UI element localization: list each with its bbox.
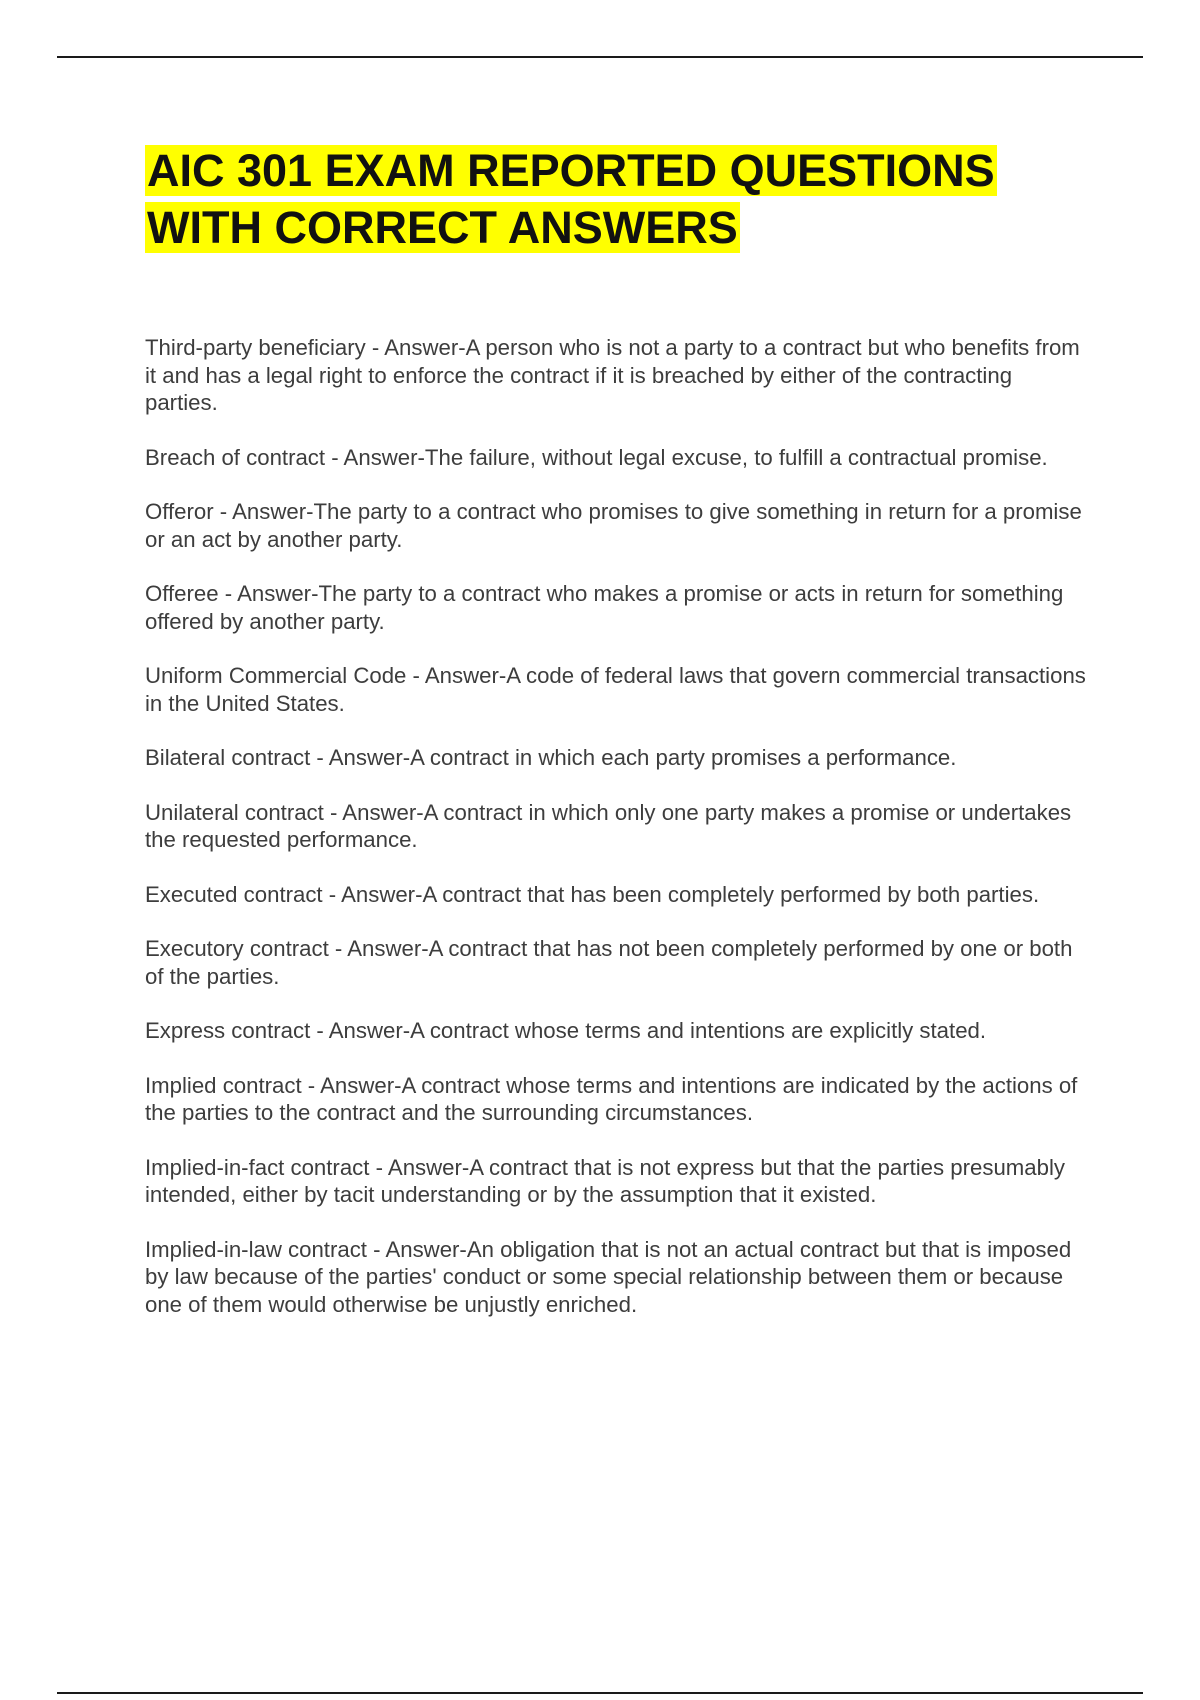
entry-uniform-commercial-code: Uniform Commercial Code - Answer-A code of federal laws that govern commercial transactions in the United States.	[145, 663, 1086, 716]
bottom-rule	[57, 1692, 1143, 1694]
entry-implied-in-fact-contract: Implied-in-fact contract - Answer-A contract that is not express but that the parties presumably intended, either by tacit understanding or by the assumption that it existed.	[145, 1154, 1065, 1207]
entry-executed-contract: Executed contract - Answer-A contract that has been completely performed by both parties.	[145, 881, 1040, 907]
title-line-1	[145, 142, 1085, 199]
title-line-2	[145, 199, 1085, 256]
top-rule	[57, 56, 1143, 58]
title-line-2-text: WITH CORRECT ANSWERS	[147, 202, 738, 253]
qa-entries	[145, 334, 1090, 1345]
entry-implied-in-law-contract: Implied-in-law contract - Answer-An obligation that is not an actual contract but that is imposed by law because of the parties' conduct or some special relationship between them or because one of them would otherwise be unjustly enriched.	[145, 1236, 1072, 1317]
entry-offeree: Offeree - Answer-The party to a contract who makes a promise or acts in return for something offered by another party.	[145, 581, 1064, 634]
title-line-1-text: AIC 301 EXAM REPORTED QUESTIONS	[147, 145, 995, 196]
entry-bilateral-contract: Bilateral contract - Answer-A contract in which each party promises a performance.	[145, 745, 957, 770]
entry-offeror: Offeror - Answer-The party to a contract who promises to give something in return for a promise or an act by another party.	[145, 499, 1082, 552]
entry-third-party-beneficiary: Third-party beneficiary - Answer-A person who is not a party to a contract but who benefits from it and has a legal right to enforce the contract if it is breached by either of the contracting parties.	[145, 335, 1080, 415]
document-title	[145, 142, 1085, 256]
entry-breach-of-contract: Breach of contract - Answer-The failure, without legal excuse, to fulfill a contractual promise.	[145, 444, 1048, 470]
entry-implied-contract: Implied contract - Answer-A contract whose terms and intentions are indicated by the actions of the parties to the contract and the surrounding circumstances.	[145, 1072, 1078, 1125]
entry-unilateral-contract: Unilateral contract - Answer-A contract in which only one party makes a promise or undertakes the requested performance.	[145, 799, 1072, 852]
entry-executory-contract: Executory contract - Answer-A contract that has not been completely performed by one or both of the parties.	[145, 936, 1073, 989]
entry-express-contract: Express contract - Answer-A contract whose terms and intentions are explicitly stated.	[145, 1018, 987, 1043]
